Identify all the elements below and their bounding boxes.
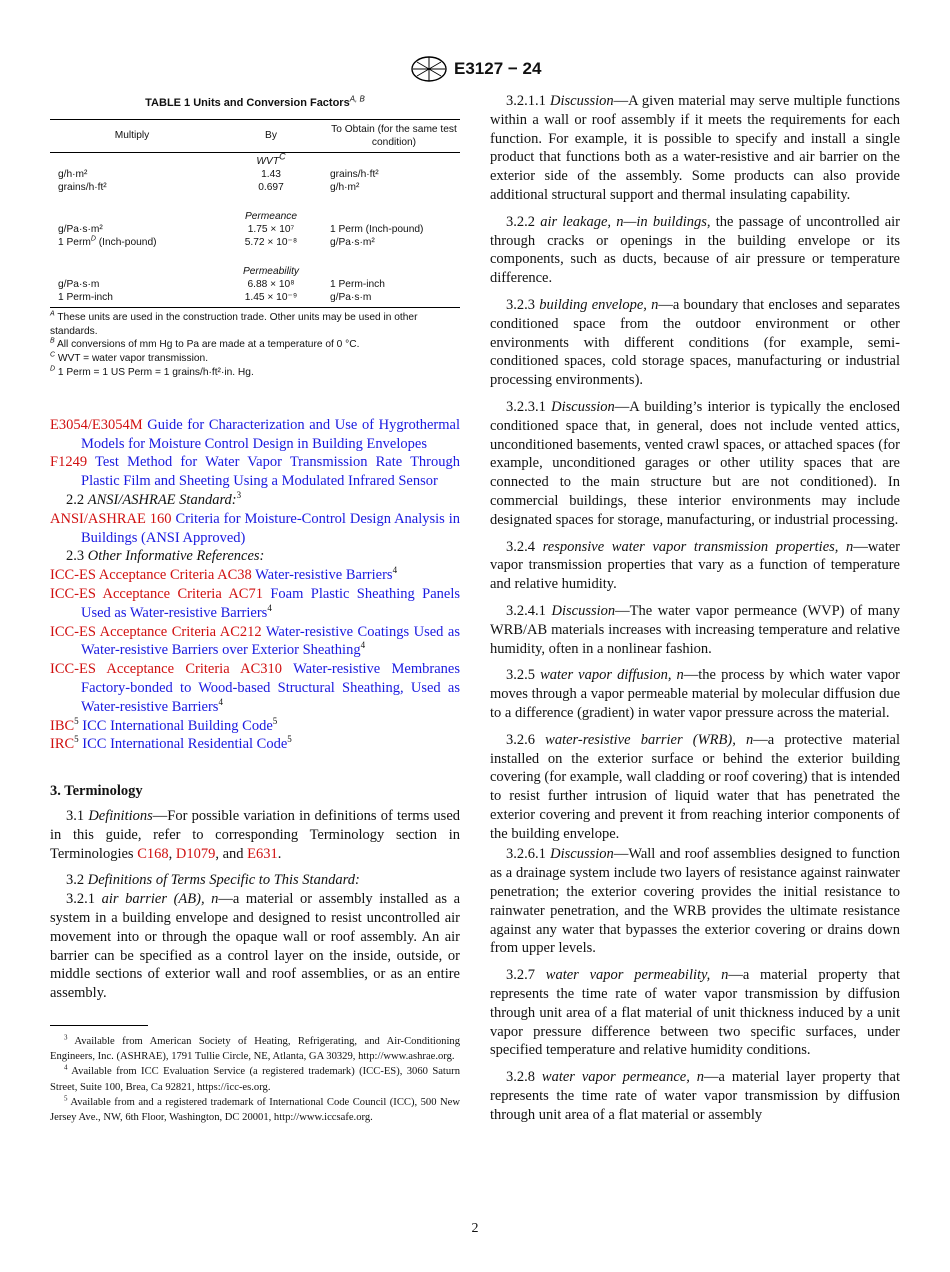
ref-ibc: IBC$^5$ ICC International Building Code$^5$ [50, 715, 278, 734]
ref-e3054 [50, 416, 460, 454]
ref-ac71: ICC-ES Acceptance Criteria AC71 Foam Plastic Sheathing Panels Used as Water-resistive Barriers$^4$ [50, 585, 461, 621]
ref-ac310: ICC-ES Acceptance Criteria AC310 Water-resistive Membranes Factory-bonded to Wood-based Structural Sheathing, Used as Water-resistive Barriers$^4$ [50, 661, 460, 715]
ref-code-link[interactable]: E3054/E3054M [50, 416, 143, 433]
paragraph-3-2: 3.2 Definitions of Terms Specific to This Standard: [66, 872, 360, 889]
ref-f1249 [50, 453, 460, 491]
paragraph-3-1: 3.1 Definitions—For possible variation in definitions of terms used in this guide, refer to corresponding Terminology section in Terminologies C168, D1079, and E631. [50, 807, 460, 862]
page-header [410, 56, 541, 82]
table-note: $^A$ These units are used in the construction trade. Other units may be used in other standards. [50, 310, 418, 337]
ref-code-link[interactable]: ICC-ES Acceptance Criteria AC71 [50, 585, 263, 602]
col-multiply: Multiply [50, 119, 214, 152]
left-column [50, 92, 460, 1125]
ref-title-link[interactable]: Criteria for Moisture-Control Design Analysis in Buildings (ANSI Approved) [81, 510, 461, 546]
ref-code-link[interactable]: ICC-ES Acceptance Criteria AC310 [50, 661, 283, 678]
ref-code-link[interactable]: ICC-ES Acceptance Criteria AC212 [50, 623, 262, 640]
ref-code-link[interactable]: IBC [50, 717, 75, 734]
link-d1079[interactable]: D1079 [175, 845, 216, 862]
right-column [490, 92, 900, 1133]
table-note: $^D$ 1 Perm = 1 US Perm = 1 grains/h·ft²·in. Hg. [50, 365, 254, 378]
designation: E3127 − 24 [454, 59, 542, 78]
paragraph-3-2-4: 3.2.4 responsive water vapor transmission properties, n—water vapor transmission properties that vary as a function of temperature and relative humidity. [490, 538, 901, 593]
ref-title-link[interactable]: Water-resistive Coatings Used as Water-resistive Barriers over Exterior Sheathing [81, 623, 460, 659]
ref-code-link[interactable]: ICC-ES Acceptance Criteria AC38 [50, 567, 252, 584]
paragraph-3-2-3-1: 3.2.3.1 Discussion—A building’s interior is typically the enclosed conditioned space that, in general, does not include vented attics, unconditioned basements, vented crawl spaces, or attached spaces (for example, unconditioned garages or other utility spaces that are connected to the main structure but are not conditioned). In commercial buildings, these interior environments may include designated spaces for storage, manufacturing, or industrial processing. [490, 398, 900, 528]
table-row: 1 Perm$^D$ (Inch-pound) 5.72 × 10⁻⁸ g/Pa·s·m² [58, 235, 375, 248]
group-permeance: Permeance [244, 210, 298, 222]
table-row: g/h·m² 1.43 grains/h·ft² [58, 168, 379, 180]
referenced-documents [50, 416, 460, 754]
paragraph-3-2-1: 3.2.1 air barrier (AB), n—a material or assembly installed as a system in a building envelope and designed to resist uncontrolled air movement into or through the opaque wall or roof assembly. An air barrier can be specified as a control layer on the inside, outside, or middle sections of exterior wall and roof assemblies, or as an entire assembly. [50, 891, 461, 1002]
paragraph-3-2-6: 3.2.6 water-resistive barrier (WRB), n—a protective material installed on the exterior surface or behind the exterior building covering (for example, wall cladding or roof covering) that is intended to resist further intrusion of liquid water that has penetrated the exterior covering and prevent it from reaching interior components of the building envelope. [490, 731, 900, 842]
table-note: $^C$ WVT = water vapor transmission. [50, 351, 209, 365]
paragraph-3-2-8: 3.2.8 water vapor permeance, n—a material layer property that represents the time rate of water vapor transmission by diffusion through unit area of a flat material or assembly [490, 1069, 900, 1123]
table-title: TABLE 1 Units and Conversion Factors$^{A, B}$ [145, 94, 365, 109]
table-row: 1 Perm-inch 1.45 × 10⁻⁹ g/Pa·s·m [50, 291, 460, 308]
paragraph-3-2-5: 3.2.5 water vapor diffusion, n—the process by which water vapor moves through a vapor permeable material by molecular diffusion due to a difference (gradient) in water vapor pressure across the material. [490, 667, 900, 721]
ref-title-link[interactable]: Test Method for Water Vapor Transmission Rate Through Plastic Film and Sheeting Using a Modulated Infrared Sensor [81, 454, 460, 490]
footnote-divider [50, 1025, 148, 1026]
ref-title-link[interactable]: ICC International Building Code [78, 717, 273, 734]
link-c168[interactable]: C168 [137, 845, 169, 862]
col-obtain: To Obtain (for the same test condition) [328, 119, 460, 152]
group-permeability: Permeability [242, 265, 300, 277]
link-e631[interactable]: E631 [247, 845, 278, 862]
table-notes [50, 311, 460, 380]
section-2-3: 2.3 Other Informative References: [66, 548, 265, 565]
ref-ac212: ICC-ES Acceptance Criteria AC212 Water-resistive Coatings Used as Water-resistive Barriers over Exterior Sheathing$^4$ [50, 623, 460, 659]
paragraph-3-2-7: 3.2.7 water vapor permeability, n—a material property that represents the time rate of water vapor transmission by diffusion through unit area of a flat material of unit thickness induced by a unit vapor pressure difference between two specific surfaces, under specified temperature and relative humidity conditions. [490, 967, 900, 1059]
paragraph-3-2-1-1: 3.2.1.1 Discussion—A given material may serve multiple functions within a wall or roof assembly if it meets the requirements for each function. For example, it is possible to specify and install a single product that functions both as a water-resistive and air barrier on the exterior side of the assembly. Some products can also provide additional structural support and thermal insulating capability. [490, 93, 900, 203]
paragraph-3-2-4-1: 3.2.4.1 Discussion—The water vapor permeance (WVP) of many WRB/AB materials increases with increasing temperature and relative humidity, often in a nonlinear fashion. [490, 602, 900, 657]
ref-title-link[interactable]: Foam Plastic Sheathing Panels Used as Water-resistive Barriers [81, 585, 461, 621]
footnote: $^5$ Available from and a registered trademark of International Code Council (ICC), 500 New Jersey Ave., NW, 6th Floor, Washington, DC 20001, http://www.iccsafe.org. [50, 1094, 460, 1123]
units-table [50, 119, 460, 308]
table-note: $^B$ All conversions of mm Hg to Pa are made at a temperature of 0 °C. [50, 338, 360, 351]
ref-ashrae160 [50, 510, 460, 548]
section-2-2: 2.2 ANSI/ASHRAE Standard:$^3$ [66, 490, 242, 508]
paragraph-3-2-6-1: 3.2.6.1 Discussion—Wall and roof assemblies designed to function as a drainage system include two layers of resistance against rainwater penetration; the exterior covering provides the initial resistance to rainwater penetration, and the WRB provides the ultimate resistance against any water that bypasses the exterior covering or drains down from upper levels. [490, 846, 901, 957]
table-row: g/Pa·s·m² 1.75 × 10⁷ 1 Perm (Inch-pound) [58, 223, 424, 235]
ref-title-link[interactable]: Guide for Characterization and Use of Hygrothermal Models for Moisture Control Design in Building Envelopes [81, 416, 460, 452]
paragraph-3-2-3: 3.2.3 building envelope, n—a boundary that encloses and separates conditioned space from the outdoor environment or other environments with different conditions (for example, semi-conditioned spaces, cold storage spaces, manufacturing or industrial processing environments). [490, 296, 900, 389]
section-heading: 3. Terminology [50, 783, 143, 800]
ref-title-link[interactable]: Water-resistive Membranes Factory-bonded to Wood-based Structural Sheathing, Used as Water-resistive Barriers [81, 661, 460, 715]
ref-irc: IRC$^5$ ICC International Residential Code$^5$ [50, 734, 292, 753]
table-row: grains/h·ft² 0.697 g/h·m² [58, 181, 360, 193]
paragraph-3-2-2: 3.2.2 air leakage, n—in buildings, the passage of uncontrolled air through cracks or openings in the building envelope or its components, such as ducts, because of air pressure or temperature difference. [490, 213, 900, 287]
ref-ac38: ICC-ES Acceptance Criteria AC38 Water-resistive Barriers$^4$ [50, 565, 398, 584]
ref-code-link[interactable]: ANSI/ASHRAE 160 [50, 510, 172, 527]
page-number: 2 [471, 1221, 479, 1236]
footnote: $^4$ Available from ICC Evaluation Service (a registered trademark) (ICC-ES), 3060 Saturn Street, Suite 100, Brea, Ca 92821, https://icc-es.org. [50, 1063, 460, 1093]
col-by: By [214, 119, 328, 152]
astm-logo-icon [410, 56, 448, 82]
footnote: $^3$ Available from American Society of Heating, Refrigerating, and Air-Conditioning Engineers, Inc. (ASHRAE), 1791 Tullie Circle, NE, Atlanta, GA 30329, http://www.ashrae.org. [50, 1033, 460, 1063]
ref-title-link[interactable]: ICC International Residential Code [78, 736, 288, 753]
table-row: g/Pa·s·m 6.88 × 10⁸ 1 Perm-inch [58, 278, 385, 290]
group-wvt: $WVT^C$ [256, 151, 286, 167]
ref-code-link[interactable]: F1249 [50, 454, 88, 471]
ref-code-link[interactable]: IRC [50, 736, 75, 753]
ref-title-link[interactable]: Water-resistive Barriers [251, 567, 393, 584]
